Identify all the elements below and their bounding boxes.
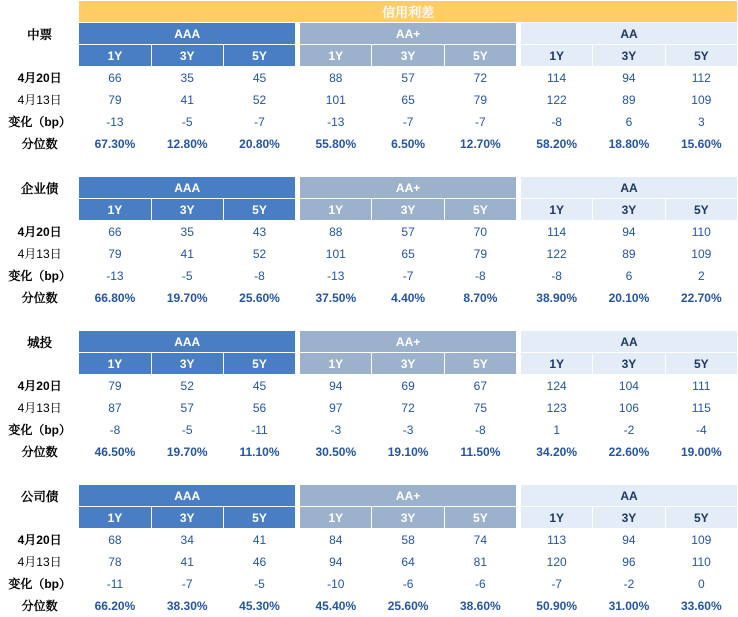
cell-1-date2-1: 79 [79, 89, 151, 111]
tenor-AAA-3Y: 3Y [151, 353, 223, 375]
row-label-change: 变化（bp） [1, 111, 79, 133]
cell-2-date2-2: 41 [151, 243, 223, 265]
tenor-AA-plus-3Y: 3Y [372, 353, 444, 375]
rating-header-AA-plus: AA+ [300, 177, 517, 199]
data-row-percentile [1, 441, 738, 463]
cell-1-date1-8: 94 [593, 67, 665, 89]
cell-2-change-3: -8 [223, 265, 295, 287]
cell-3-date2-5: 72 [372, 397, 444, 419]
row-label-percentile: 分位数 [1, 441, 79, 463]
cell-3-date1-7: 124 [521, 375, 593, 397]
cell-1-change-7: -8 [521, 111, 593, 133]
block-name-1: 中票 [1, 23, 79, 45]
cell-4-date1-2: 34 [151, 529, 223, 551]
tenor-row-corner [1, 45, 79, 67]
cell-3-date1-9: 111 [665, 375, 737, 397]
cell-4-date1-6: 74 [444, 529, 516, 551]
tenor-AA-plus-3Y: 3Y [372, 507, 444, 529]
cell-2-change-5: -7 [372, 265, 444, 287]
tenor-AAA-1Y: 1Y [79, 353, 151, 375]
cell-3-change-7: 1 [521, 419, 593, 441]
cell-2-date2-4: 101 [300, 243, 372, 265]
cell-2-date2-1: 79 [79, 243, 151, 265]
cell-2-percentile-1: 66.80% [79, 287, 151, 309]
cell-4-date2-8: 96 [593, 551, 665, 573]
tenor-AA-1Y: 1Y [521, 353, 593, 375]
cell-4-date2-4: 94 [300, 551, 372, 573]
cell-2-percentile-8: 20.10% [593, 287, 665, 309]
block-separator [1, 155, 738, 177]
tenor-AA-plus-5Y: 5Y [444, 353, 516, 375]
cell-1-date2-5: 65 [372, 89, 444, 111]
cell-2-date1-5: 57 [372, 221, 444, 243]
cell-4-date1-4: 84 [300, 529, 372, 551]
cell-3-percentile-6: 11.50% [444, 441, 516, 463]
tenor-AA-plus-1Y: 1Y [300, 199, 372, 221]
tenor-AAA-1Y: 1Y [79, 507, 151, 529]
rating-header-AA: AA [521, 23, 738, 45]
cell-3-date1-1: 79 [79, 375, 151, 397]
row-label-date1: 4月20日 [1, 375, 79, 397]
block-separator [1, 463, 738, 485]
cell-1-percentile-8: 18.80% [593, 133, 665, 155]
tenor-AA-5Y: 5Y [665, 353, 737, 375]
rating-header-AA: AA [521, 331, 738, 353]
cell-1-percentile-2: 12.80% [151, 133, 223, 155]
cell-4-percentile-3: 45.30% [223, 595, 295, 617]
cell-3-date2-9: 115 [665, 397, 737, 419]
tenor-AA-5Y: 5Y [665, 45, 737, 67]
cell-1-date2-6: 79 [444, 89, 516, 111]
tenor-AA-1Y: 1Y [521, 507, 593, 529]
tenor-header-row [1, 45, 738, 67]
cell-1-date2-3: 52 [223, 89, 295, 111]
tenor-AA-plus-5Y: 5Y [444, 507, 516, 529]
cell-3-date2-3: 56 [223, 397, 295, 419]
cell-3-percentile-5: 19.10% [372, 441, 444, 463]
data-row-percentile [1, 133, 738, 155]
tenor-header-row [1, 507, 738, 529]
cell-1-percentile-6: 12.70% [444, 133, 516, 155]
cell-2-date1-3: 43 [223, 221, 295, 243]
rating-header-AAA: AAA [79, 23, 296, 45]
sheet-title: 信用利差 [79, 1, 738, 23]
cell-4-change-9: 0 [665, 573, 737, 595]
cell-3-change-9: -4 [665, 419, 737, 441]
cell-2-date1-7: 114 [521, 221, 593, 243]
cell-2-change-9: 2 [665, 265, 737, 287]
row-label-percentile: 分位数 [1, 595, 79, 617]
rating-header-row [1, 177, 738, 199]
cell-1-percentile-3: 20.80% [223, 133, 295, 155]
cell-3-percentile-7: 34.20% [521, 441, 593, 463]
cell-4-date2-9: 110 [665, 551, 737, 573]
cell-4-change-2: -7 [151, 573, 223, 595]
separator-cell [1, 155, 738, 177]
cell-2-date2-6: 79 [444, 243, 516, 265]
data-row-date1 [1, 529, 738, 551]
cell-2-change-4: -13 [300, 265, 372, 287]
cell-2-change-2: -5 [151, 265, 223, 287]
cell-3-change-4: -3 [300, 419, 372, 441]
cell-3-percentile-2: 19.70% [151, 441, 223, 463]
tenor-AAA-5Y: 5Y [223, 45, 295, 67]
cell-4-percentile-9: 33.60% [665, 595, 737, 617]
cell-2-percentile-3: 25.60% [223, 287, 295, 309]
cell-4-change-1: -11 [79, 573, 151, 595]
cell-2-percentile-6: 8.70% [444, 287, 516, 309]
cell-3-date1-4: 94 [300, 375, 372, 397]
tenor-AA-5Y: 5Y [665, 507, 737, 529]
cell-3-change-8: -2 [593, 419, 665, 441]
tenor-AA-3Y: 3Y [593, 45, 665, 67]
cell-4-percentile-2: 38.30% [151, 595, 223, 617]
cell-1-date1-7: 114 [521, 67, 593, 89]
data-row-percentile [1, 287, 738, 309]
cell-3-percentile-9: 19.00% [665, 441, 737, 463]
tenor-AA-plus-1Y: 1Y [300, 353, 372, 375]
banner-row [1, 1, 738, 23]
cell-2-date2-9: 109 [665, 243, 737, 265]
row-label-date1: 4月20日 [1, 221, 79, 243]
cell-1-date2-8: 89 [593, 89, 665, 111]
cell-3-date2-1: 87 [79, 397, 151, 419]
data-row-change [1, 419, 738, 441]
row-label-percentile: 分位数 [1, 287, 79, 309]
tenor-row-corner [1, 199, 79, 221]
cell-4-change-4: -10 [300, 573, 372, 595]
tenor-AA-plus-1Y: 1Y [300, 507, 372, 529]
cell-1-change-6: -7 [444, 111, 516, 133]
tenor-AAA-5Y: 5Y [223, 353, 295, 375]
data-row-date1 [1, 67, 738, 89]
cell-2-date2-7: 122 [521, 243, 593, 265]
tenor-AAA-5Y: 5Y [223, 507, 295, 529]
cell-2-change-6: -8 [444, 265, 516, 287]
rating-header-AA: AA [521, 177, 738, 199]
tenor-AA-5Y: 5Y [665, 199, 737, 221]
cell-4-date1-7: 113 [521, 529, 593, 551]
cell-4-date2-3: 46 [223, 551, 295, 573]
row-label-date1: 4月20日 [1, 67, 79, 89]
cell-3-date2-7: 123 [521, 397, 593, 419]
cell-3-change-2: -5 [151, 419, 223, 441]
cell-1-date1-6: 72 [444, 67, 516, 89]
row-label-change: 变化（bp） [1, 265, 79, 287]
cell-3-date1-2: 52 [151, 375, 223, 397]
cell-4-date1-3: 41 [223, 529, 295, 551]
cell-1-change-8: 6 [593, 111, 665, 133]
cell-1-percentile-1: 67.30% [79, 133, 151, 155]
rating-header-row [1, 331, 738, 353]
cell-1-percentile-9: 15.60% [665, 133, 737, 155]
block-name-4: 公司债 [1, 485, 79, 507]
row-label-date2: 4月13日 [1, 397, 79, 419]
cell-3-change-6: -8 [444, 419, 516, 441]
cell-1-date2-9: 109 [665, 89, 737, 111]
cell-3-change-5: -3 [372, 419, 444, 441]
tenor-AA-3Y: 3Y [593, 199, 665, 221]
cell-4-change-5: -6 [372, 573, 444, 595]
cell-3-change-3: -11 [223, 419, 295, 441]
cell-4-date1-1: 68 [79, 529, 151, 551]
cell-4-change-3: -5 [223, 573, 295, 595]
row-label-date2: 4月13日 [1, 551, 79, 573]
cell-3-date2-4: 97 [300, 397, 372, 419]
tenor-AAA-5Y: 5Y [223, 199, 295, 221]
cell-3-percentile-3: 11.10% [223, 441, 295, 463]
cell-1-date1-4: 88 [300, 67, 372, 89]
rating-header-row [1, 23, 738, 45]
cell-2-date1-4: 88 [300, 221, 372, 243]
tenor-AAA-3Y: 3Y [151, 199, 223, 221]
tenor-AA-3Y: 3Y [593, 353, 665, 375]
cell-1-date1-3: 45 [223, 67, 295, 89]
cell-4-percentile-7: 50.90% [521, 595, 593, 617]
tenor-AA-plus-5Y: 5Y [444, 45, 516, 67]
cell-1-date2-4: 101 [300, 89, 372, 111]
cell-1-percentile-4: 55.80% [300, 133, 372, 155]
tenor-AA-3Y: 3Y [593, 507, 665, 529]
data-row-date2 [1, 89, 738, 111]
tenor-AAA-1Y: 1Y [79, 199, 151, 221]
cell-3-date2-2: 57 [151, 397, 223, 419]
cell-2-change-7: -8 [521, 265, 593, 287]
cell-3-date1-6: 67 [444, 375, 516, 397]
cell-1-change-1: -13 [79, 111, 151, 133]
cell-1-percentile-5: 6.50% [372, 133, 444, 155]
data-row-change [1, 111, 738, 133]
cell-4-date2-5: 64 [372, 551, 444, 573]
row-label-date2: 4月13日 [1, 243, 79, 265]
tenor-AA-plus-5Y: 5Y [444, 199, 516, 221]
cell-1-change-5: -7 [372, 111, 444, 133]
cell-3-date1-5: 69 [372, 375, 444, 397]
cell-1-date2-2: 41 [151, 89, 223, 111]
cell-2-date1-8: 94 [593, 221, 665, 243]
cell-4-date2-2: 41 [151, 551, 223, 573]
cell-3-date1-3: 45 [223, 375, 295, 397]
cell-1-percentile-7: 58.20% [521, 133, 593, 155]
cell-4-date1-8: 94 [593, 529, 665, 551]
tenor-AA-1Y: 1Y [521, 199, 593, 221]
cell-4-percentile-4: 45.40% [300, 595, 372, 617]
data-row-date1 [1, 221, 738, 243]
data-row-percentile [1, 595, 738, 617]
separator-cell [1, 463, 738, 485]
data-row-date2 [1, 243, 738, 265]
cell-4-date2-7: 120 [521, 551, 593, 573]
cell-4-percentile-6: 38.60% [444, 595, 516, 617]
row-label-change: 变化（bp） [1, 419, 79, 441]
tenor-AA-1Y: 1Y [521, 45, 593, 67]
cell-1-date1-9: 112 [665, 67, 737, 89]
tenor-AA-plus-3Y: 3Y [372, 45, 444, 67]
cell-2-date2-8: 89 [593, 243, 665, 265]
cell-2-change-1: -13 [79, 265, 151, 287]
cell-3-percentile-8: 22.60% [593, 441, 665, 463]
data-row-change [1, 573, 738, 595]
rating-header-AAA: AAA [79, 485, 296, 507]
data-row-change [1, 265, 738, 287]
cell-1-date2-7: 122 [521, 89, 593, 111]
data-row-date1 [1, 375, 738, 397]
cell-4-date2-6: 81 [444, 551, 516, 573]
data-row-date2 [1, 397, 738, 419]
data-row-date2 [1, 551, 738, 573]
cell-3-change-1: -8 [79, 419, 151, 441]
corner-cell [1, 1, 79, 23]
cell-4-date1-9: 109 [665, 529, 737, 551]
tenor-AA-plus-1Y: 1Y [300, 45, 372, 67]
cell-2-date1-6: 70 [444, 221, 516, 243]
cell-1-change-2: -5 [151, 111, 223, 133]
cell-3-percentile-1: 46.50% [79, 441, 151, 463]
rating-header-AAA: AAA [79, 177, 296, 199]
tenor-row-corner [1, 507, 79, 529]
tenor-AA-plus-3Y: 3Y [372, 199, 444, 221]
tenor-AAA-3Y: 3Y [151, 45, 223, 67]
cell-2-date2-5: 65 [372, 243, 444, 265]
cell-2-change-8: 6 [593, 265, 665, 287]
cell-4-percentile-5: 25.60% [372, 595, 444, 617]
block-separator [1, 309, 738, 331]
row-label-date1: 4月20日 [1, 529, 79, 551]
separator-cell [1, 309, 738, 331]
cell-4-change-7: -7 [521, 573, 593, 595]
cell-3-percentile-4: 30.50% [300, 441, 372, 463]
row-label-date2: 4月13日 [1, 89, 79, 111]
block-name-3: 城投 [1, 331, 79, 353]
cell-2-date2-3: 52 [223, 243, 295, 265]
cell-3-date2-8: 106 [593, 397, 665, 419]
rating-header-AAA: AAA [79, 331, 296, 353]
cell-2-percentile-9: 22.70% [665, 287, 737, 309]
cell-4-percentile-1: 66.20% [79, 595, 151, 617]
cell-2-date1-1: 66 [79, 221, 151, 243]
cell-4-date1-5: 58 [372, 529, 444, 551]
row-label-change: 变化（bp） [1, 573, 79, 595]
cell-1-change-9: 3 [665, 111, 737, 133]
cell-3-date1-8: 104 [593, 375, 665, 397]
cell-2-percentile-2: 19.70% [151, 287, 223, 309]
rating-header-AA: AA [521, 485, 738, 507]
cell-2-percentile-4: 37.50% [300, 287, 372, 309]
cell-1-date1-1: 66 [79, 67, 151, 89]
cell-2-date1-9: 110 [665, 221, 737, 243]
row-label-percentile: 分位数 [1, 133, 79, 155]
cell-1-change-4: -13 [300, 111, 372, 133]
tenor-row-corner [1, 353, 79, 375]
tenor-AAA-3Y: 3Y [151, 507, 223, 529]
tenor-header-row [1, 199, 738, 221]
cell-2-date1-2: 35 [151, 221, 223, 243]
cell-1-date1-2: 35 [151, 67, 223, 89]
cell-4-change-6: -6 [444, 573, 516, 595]
cell-2-percentile-7: 38.90% [521, 287, 593, 309]
cell-1-change-3: -7 [223, 111, 295, 133]
rating-header-AA-plus: AA+ [300, 23, 517, 45]
cell-2-percentile-5: 4.40% [372, 287, 444, 309]
rating-header-AA-plus: AA+ [300, 485, 517, 507]
rating-header-row [1, 485, 738, 507]
block-name-2: 企业债 [1, 177, 79, 199]
tenor-AAA-1Y: 1Y [79, 45, 151, 67]
cell-4-percentile-8: 31.00% [593, 595, 665, 617]
cell-1-date1-5: 57 [372, 67, 444, 89]
rating-header-AA-plus: AA+ [300, 331, 517, 353]
cell-4-change-8: -2 [593, 573, 665, 595]
cell-3-date2-6: 75 [444, 397, 516, 419]
tenor-header-row [1, 353, 738, 375]
cell-4-date2-1: 78 [79, 551, 151, 573]
